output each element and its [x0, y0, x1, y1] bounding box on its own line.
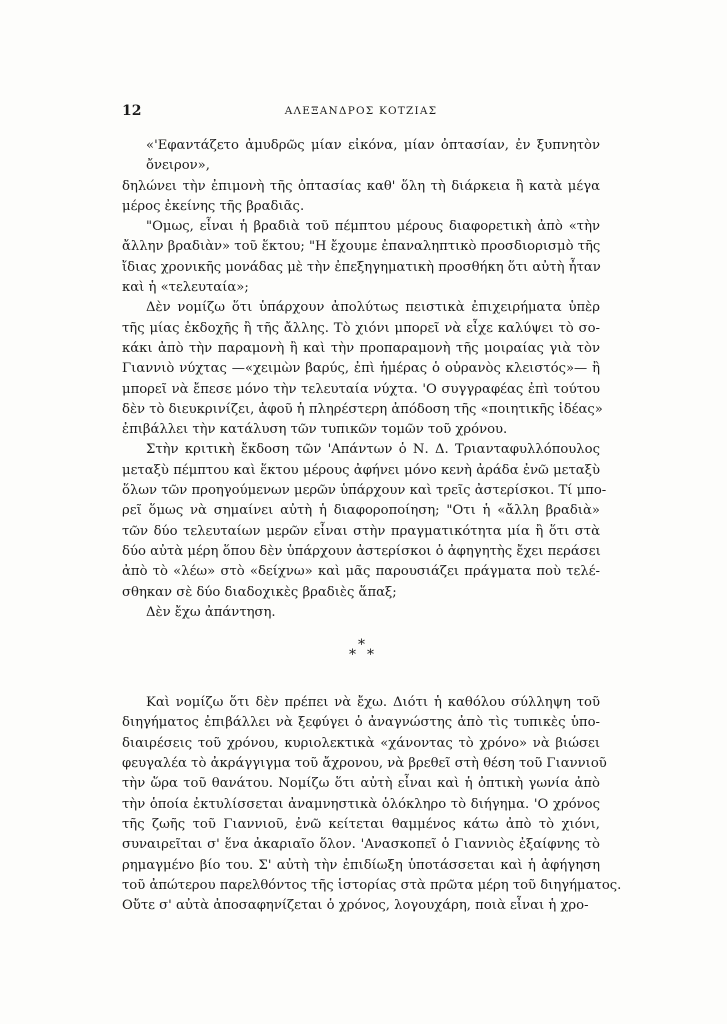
text-line: δὲν τὸ διευκρινίζει, ἀφοῦ ἡ πληρέστερη ἀπόδοση τῆς «ποιητικῆς ἰδέας» — [122, 401, 603, 417]
text-line: φευγαλέα τὸ ἀκράγγιγμα τοῦ ἄχρονου, νὰ βρεθεῖ στὴ θέση τοῦ Γιαννιοῦ — [122, 756, 607, 772]
paragraph-p1 — [122, 136, 600, 177]
paragraph-p2 — [122, 177, 600, 218]
text-line: συναιρεῖται σ' ἕνα ἀκαριαῖο ὅλον. 'Ανασκοπεῖ ὁ Γιαννιὸς ἐξαίφνης τὸ — [122, 837, 600, 853]
text-line: ρημαγμένο βίο του. Σ' αὐτὴ τὴν ἐπιδίωξη ὑποτάσσεται καὶ ἡ ἀφήγηση — [122, 857, 600, 873]
text-line: δύο αὐτὰ μέρη ὅπου δὲν ὑπάρχουν ἀστερίσκοι ὁ ἀφηγητὴς ἔχει περάσει — [122, 543, 601, 559]
text-line: ἴδιας χρονικῆς μονάδας μὲ τὴν ἐπεξηγηματικὴ προσθήκη ὅτι αὐτὴ ἦταν — [122, 259, 601, 275]
page-number: 12 — [122, 103, 142, 119]
text-line: τῆς μίας ἐκδοχῆς ἢ τῆς ἄλλης. Τὸ χιόνι μπορεῖ νὰ εἶχε καλύψει τὸ σο- — [122, 320, 600, 336]
text-line: ὄνειρον», — [146, 158, 210, 174]
running-title: ΑΛΕΞΑΝΔΡΟΣ ΚΟΤΖΙΑΣ — [284, 105, 438, 117]
text-line: ἄλλην βραδιὰν» τοῦ ἕκτου; "Η ἔχουμε ἐπαναληπτικὸ προσδιορισμὸ τῆς — [122, 239, 601, 255]
paragraph-p6 — [122, 603, 600, 623]
text-line: τοῦ ἀπώτερου παρελθόντος τῆς ἱστορίας στὰ πρῶτα μέρη τοῦ διηγήματος. — [122, 877, 622, 893]
text-line: καὶ ἡ «τελευταία»; — [122, 280, 249, 296]
text-line: σθηκαν σὲ δύο διαδοχικὲς βραδιὲς ἅπαξ; — [122, 584, 397, 600]
text-line: μεταξὺ πέμπτου καὶ ἕκτου μέρους ἀφήνει μόνο κενὴ ἀράδα ἐνῶ μεταξὺ — [122, 462, 600, 478]
text-line: τῶν δύο τελευταίων μερῶν εἶναι στὴν πραγματικότητα μία ἢ ὅτι στὰ — [122, 523, 600, 539]
text-line: τῆς ζωῆς τοῦ Γιαννιοῦ, ἐνῶ κείτεται θαμμένος κάτω ἀπὸ τὸ χιόνι, — [122, 816, 600, 832]
text-line: ρεῖ ὅμως νὰ σημαίνει αὐτὴ ἡ διαφοροποίηση; "Οτι ἡ «ἄλλη βραδιὰ» — [122, 503, 600, 519]
text-line: ὅλων τῶν προηγούμενων μερῶν ὑπάρχουν καὶ τρεῖς ἀστερίσκοι. Τί μπο- — [122, 483, 607, 499]
paragraph-p7 — [122, 693, 622, 916]
text-before-asterism — [122, 136, 607, 623]
paragraph-p4 — [122, 298, 603, 440]
text-line: δηλώνει τὴν ἐπιμονὴ τῆς ὀπτασίας καθ' ὅλη τὴ διάρκεια ἢ κατὰ μέγα — [122, 178, 600, 194]
text-line: κάκι ἀπὸ τὴν παραμονὴ ἢ καὶ τὴν προπαραμονὴ τῆς μοιραίας γιὰ τὸν — [122, 340, 600, 356]
text-after-asterism — [122, 693, 622, 916]
text-line: μέρος ἐκείνης τῆς βραδιᾶς. — [122, 198, 305, 214]
text-line: ἐπιβάλλει τὴν κατάλυση τῶν τυπικῶν τομῶν τοῦ χρόνου. — [122, 422, 508, 438]
page-body — [122, 136, 622, 916]
asterisk-top: * — [358, 637, 365, 654]
text-line: Οὔτε σ' αὐτὰ ἀποσαφηνίζεται ὁ χρόνος, λογουχάρη, ποιὰ εἶναι ἡ χρο- — [122, 898, 589, 914]
text-line: μπορεῖ νὰ ἔπεσε μόνο τὴν τελευταία νύχτα. 'Ο συγγραφέας ἐπὶ τούτου — [122, 381, 600, 397]
text-line: διηγήματος ἐπιβάλλει νὰ ξεφύγει ὁ ἀναγνώστης ἀπὸ τὶς τυπικὲς ὑπο- — [122, 715, 600, 731]
asterisk-right: * — [367, 647, 374, 664]
text-line: Γιαννιὸ νύχτας —«χειμὼν βαρύς, ἐπὶ ἡμέρας ὁ οὐρανὸς κλειστός»— ἢ — [122, 361, 600, 377]
asterisk-left: * — [349, 647, 356, 664]
text-line: διαιρέσεις τοῦ χρόνου, κυριολεκτικὰ «χάνοντας τὸ χρόνο» νὰ βιώσει — [122, 735, 600, 751]
text-line: τὴν ὁποία ἐκτυλίσσεται ἀναμνηστικὰ ὁλόκληρο τὸ διήγημα. 'Ο χρόνος — [122, 796, 600, 812]
text-line: Καὶ νομίζω ὅτι δὲν πρέπει νὰ ἔχω. Διότι ἡ καθόλου σύλληψη τοῦ — [146, 695, 600, 711]
text-line: "Ομως, εἶναι ἡ βραδιὰ τοῦ πέμπτου μέρους διαφορετικὴ ἀπὸ «τὴν — [146, 219, 600, 235]
text-line: τὴν ὥρα τοῦ θανάτου. Νομίζω ὅτι αὐτὴ εἶναι καὶ ἡ ὀπτικὴ γωνία ἀπὸ — [122, 776, 600, 792]
text-line: ἀπὸ τὸ «λέω» στὸ «δείχνω» καὶ μᾶς παρουσιάζει πράγματα ποὺ τελέ- — [122, 564, 600, 580]
text-line: «'Εφαντάζετο ἀμυδρῶς μίαν εἰκόνα, μίαν ὀπτασίαν, ἐν ξυπνητὸν — [146, 138, 600, 153]
paragraph-p3 — [122, 217, 600, 298]
text-line: Στὴν κριτικὴ ἔκδοση τῶν 'Απάντων ὁ Ν. Δ. Τριανταφυλλόπουλος — [146, 442, 600, 458]
page-header — [122, 103, 600, 123]
paragraph-p5 — [122, 440, 607, 602]
asterism-divider — [122, 623, 600, 681]
text-line: Δὲν ἔχω ἀπάντηση. — [146, 604, 276, 620]
text-line: Δὲν νομίζω ὅτι ὑπάρχουν ἀπολύτως πειστικὰ ἐπιχειρήματα ὑπὲρ — [146, 300, 600, 316]
